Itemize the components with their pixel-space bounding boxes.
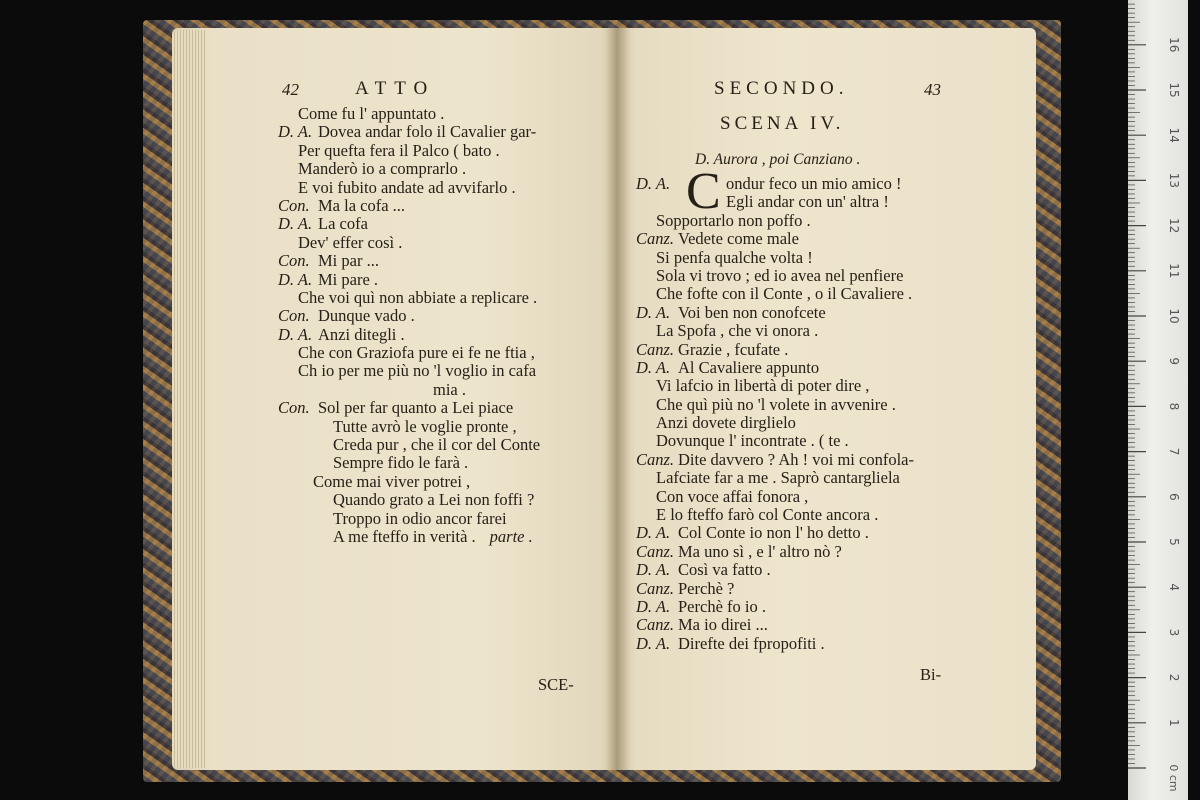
text-line	[278, 326, 540, 344]
verse-text: Che quì più no 'l volete in avvenire .	[656, 394, 896, 414]
text-line	[636, 469, 914, 487]
text-line	[636, 175, 914, 193]
speaker-label: Con.	[278, 251, 310, 271]
text-line	[636, 561, 914, 579]
text-line	[636, 359, 914, 377]
verse-text: Anzi dovete dirglielo	[656, 413, 796, 433]
text-line	[278, 307, 540, 325]
text-line	[636, 396, 914, 414]
text-line	[278, 105, 540, 123]
verse-text: Voi ben non conofcete	[678, 302, 826, 322]
speaker-label: Canz.	[636, 229, 675, 249]
verse-text: Al Cavaliere appunto	[678, 357, 820, 377]
verse-text: Si penfa qualche volta !	[656, 247, 813, 267]
text-line	[278, 289, 540, 307]
speaker-label: Canz.	[636, 541, 675, 561]
speaker-label: D. A.	[636, 523, 671, 543]
ruler-scale	[1128, 0, 1188, 800]
speaker-label: Con.	[278, 195, 310, 215]
verse-text: Grazie , fcufate .	[678, 339, 789, 359]
text-line	[278, 142, 540, 160]
ruler-label: 3	[1167, 628, 1181, 637]
text-line	[278, 528, 540, 546]
verse-text: Perchè fo io .	[678, 596, 766, 616]
ruler-label: 16	[1167, 37, 1181, 53]
text-line	[636, 580, 914, 598]
ruler-label: 11	[1167, 263, 1181, 279]
text-line	[278, 362, 540, 380]
verse-text: Così va fatto .	[678, 560, 771, 580]
verse-text: Sola vi trovo ; ed io avea nel penfiere	[656, 265, 904, 285]
text-line	[278, 123, 540, 141]
verse-text: Creda pur , che il cor del Conte	[333, 435, 541, 455]
verse-text: Egli andar con un' altra !	[726, 192, 889, 212]
text-line	[636, 322, 914, 340]
left-running-head: ATTO	[355, 78, 436, 99]
speaker-label: D. A.	[278, 324, 313, 344]
text-line	[636, 249, 914, 267]
verse-text: Sempre fido le farà .	[333, 453, 469, 473]
verse-text: La cofa	[318, 214, 368, 234]
text-line	[278, 381, 540, 399]
ruler-label: 7	[1167, 447, 1181, 456]
verse-text: La Spofa , che vi onora .	[656, 321, 819, 341]
ruler-label: 8	[1167, 402, 1181, 411]
text-line	[636, 212, 914, 230]
speaker-label: Canz.	[636, 615, 675, 635]
text-line	[636, 267, 914, 285]
ruler-label: 5	[1167, 538, 1181, 546]
speaker-label: Canz.	[636, 578, 675, 598]
ruler-label: 12	[1167, 217, 1181, 234]
right-page-text	[636, 175, 914, 653]
speaker-label: Con.	[278, 306, 310, 326]
text-line	[278, 436, 540, 454]
verse-text: Che fofte con il Conte , o il Cavaliere .	[656, 284, 913, 304]
verse-text: Manderò io a comprarlo .	[298, 159, 467, 179]
verse-text: ondur feco un mio amico !	[726, 174, 902, 193]
stage-direction: parte .	[489, 526, 533, 546]
verse-text: E voi fubito andate ad avvifarlo .	[298, 177, 516, 197]
ruler-unit: 0 cm	[1167, 764, 1180, 792]
verse-text: Come mai viver potrei ,	[313, 471, 471, 491]
scene-title: SCENA IV.	[720, 113, 845, 134]
left-page-number: 42	[282, 80, 299, 99]
verse-text: Col Conte io non l' ho detto .	[678, 523, 869, 543]
verse-text: Dovea andar folo il Cavalier gar-	[318, 122, 537, 142]
ruler-label: 15	[1167, 82, 1181, 98]
verse-text: Vedete come male	[678, 229, 799, 249]
measuring-ruler	[1128, 0, 1188, 800]
verse-text: Che con Graziofa pure ei fe ne ftia ,	[298, 343, 535, 363]
speaker-label: D. A.	[278, 122, 313, 142]
ruler-label: 13	[1167, 172, 1181, 189]
text-line	[636, 488, 914, 506]
ruler-label: 6	[1167, 492, 1181, 501]
verse-text: Dite davvero ? Ah ! voi mi confola-	[678, 449, 914, 469]
verse-text: Con voce affai fonora ,	[656, 486, 809, 506]
verse-text: Per quefta fera il Palco ( bato .	[298, 140, 500, 160]
verse-text: Dovunque l' incontrate . ( te .	[656, 431, 849, 451]
verse-text: Ch io per me più no 'l voglio in cafa	[298, 361, 537, 381]
text-line	[278, 234, 540, 252]
text-line	[278, 510, 540, 528]
verse-text: Sol per far quanto a Lei piace	[318, 398, 514, 418]
text-line	[636, 506, 914, 524]
verse-text: E lo fteffo farò col Conte ancora .	[656, 505, 879, 525]
right-catchword: Bi-	[920, 665, 942, 684]
verse-text: Ma la cofa ...	[318, 195, 406, 215]
drop-cap: C	[686, 163, 721, 220]
book-gutter	[606, 28, 630, 770]
verse-text: Sopportarlo non poffo .	[656, 210, 811, 230]
text-line	[278, 215, 540, 233]
verse-text: Dev' effer così .	[298, 232, 403, 252]
text-line	[636, 543, 914, 561]
text-line	[636, 341, 914, 359]
text-line	[278, 252, 540, 270]
verse-text: Vi lafcio in libertà di poter dire ,	[656, 376, 870, 396]
text-line	[278, 454, 540, 472]
speaker-label: D. A.	[636, 596, 671, 616]
scene-persons: D. Aurora , poi Canziano .	[695, 151, 861, 168]
speaker-label: Con.	[278, 398, 310, 418]
speaker-label: D. A.	[278, 269, 313, 289]
right-page-number: 43	[924, 80, 941, 99]
ruler-label: 2	[1167, 673, 1181, 682]
verse-text: Lafciate far a me . Saprò cantargliela	[656, 468, 900, 488]
speaker-label: D. A.	[278, 214, 313, 234]
left-page-text	[278, 105, 540, 546]
text-line	[636, 285, 914, 303]
verse-text: Che voi quì non abbiate a replicare .	[298, 287, 538, 307]
verse-text: A me fteffo in verità .	[333, 526, 476, 546]
verse-text: Anzi ditegli .	[318, 324, 405, 344]
ruler-label: 9	[1167, 357, 1181, 366]
text-line	[636, 635, 914, 653]
text-line	[636, 432, 914, 450]
text-line	[278, 418, 540, 436]
page-edges	[172, 30, 206, 768]
verse-text: Ma uno sì , e l' altro nò ?	[678, 541, 842, 561]
verse-text: mia .	[433, 379, 466, 399]
text-line	[278, 197, 540, 215]
speaker-label: Canz.	[636, 339, 675, 359]
verse-text: Mi pare .	[318, 269, 379, 289]
speaker-label: D. A.	[636, 633, 671, 653]
ruler-label: 4	[1167, 583, 1181, 592]
text-line	[636, 524, 914, 542]
verse-text: Come fu l' appuntato .	[298, 104, 445, 123]
speaker-label: D. A.	[636, 302, 671, 322]
verse-text: Perchè ?	[678, 578, 735, 598]
text-line	[636, 616, 914, 634]
text-line	[278, 344, 540, 362]
verse-text: Quando grato a Lei non foffi ?	[333, 490, 535, 510]
ruler-label: 14	[1167, 127, 1181, 143]
verse-text: Direfte dei fpropofiti .	[678, 633, 825, 653]
speaker-label: D. A.	[636, 174, 671, 193]
ruler-label: 10	[1167, 308, 1181, 324]
text-line	[636, 193, 914, 211]
text-line	[278, 473, 540, 491]
text-line	[278, 160, 540, 178]
right-running-head: SECONDO.	[714, 78, 849, 99]
ruler-label: 1	[1167, 718, 1181, 727]
text-line	[636, 304, 914, 322]
speaker-label: Canz.	[636, 449, 675, 469]
left-catchword: SCE-	[538, 675, 574, 694]
verse-text: Mi par ...	[318, 251, 379, 271]
verse-text: Dunque vado .	[318, 306, 415, 326]
speaker-label: D. A.	[636, 357, 671, 377]
text-line	[278, 491, 540, 509]
text-line	[636, 230, 914, 248]
text-line	[636, 598, 914, 616]
text-line	[636, 451, 914, 469]
verse-text: Troppo in odio ancor farei	[333, 508, 507, 528]
verse-text: Ma io direi ...	[678, 615, 768, 635]
text-line	[278, 271, 540, 289]
text-line	[278, 179, 540, 197]
verse-text: Tutte avrò le voglie pronte ,	[333, 416, 517, 436]
text-line	[278, 399, 540, 417]
speaker-label: D. A.	[636, 560, 671, 580]
text-line	[636, 377, 914, 395]
text-line	[636, 414, 914, 432]
